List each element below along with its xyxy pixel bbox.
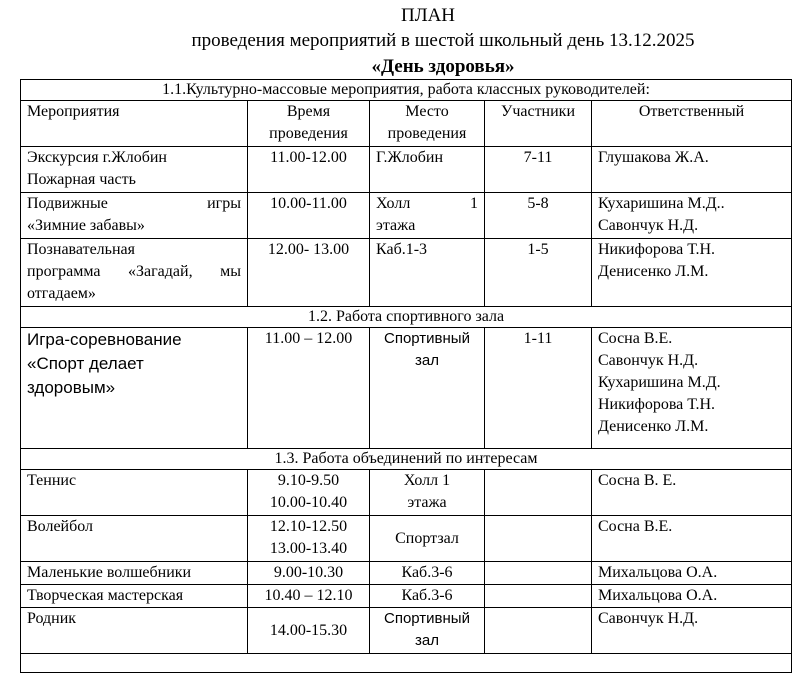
section-header-row <box>21 307 792 328</box>
column-header-event: Мероприятия <box>21 101 248 147</box>
cell-responsible: Никифорова Т.Н. Денисенко Л.М. <box>592 239 792 307</box>
cell-time: 11.00-12.00 <box>248 147 370 193</box>
cell-place: Каб.3-6 <box>370 562 485 585</box>
table-row <box>21 516 792 562</box>
section-title: 1.2. Работа спортивного зала <box>21 307 792 328</box>
cell-event: Познавательная программа «Загадай, мы отгадаем» <box>21 239 248 307</box>
cell-event: Маленькие волшебники <box>21 562 248 585</box>
cell-participants: 7-11 <box>485 147 592 193</box>
cell-place: Спортивный зал <box>370 608 485 654</box>
cell-event: Волейбол <box>21 516 248 562</box>
cell-responsible: Глушакова Ж.А. <box>592 147 792 193</box>
cell-responsible: Сосна В.Е. <box>592 516 792 562</box>
column-header-place: Место проведения <box>370 101 485 147</box>
table-row <box>21 239 792 307</box>
cell-responsible: Кухаришина М.Д.. Савончук Н.Д. <box>592 193 792 239</box>
cell-time: 9.00-10.30 <box>248 562 370 585</box>
schedule-table <box>20 79 792 673</box>
cell-time: 11.00 – 12.00 <box>248 328 370 449</box>
table-row <box>21 585 792 608</box>
cell-place: Спортзал <box>370 516 485 562</box>
cell-participants: 1-11 <box>485 328 592 449</box>
column-header-row <box>21 101 792 147</box>
plan-subtitle: проведения мероприятий в шестой школьный день 13.12.2025 <box>191 30 695 51</box>
cell-time: 10.40 – 12.10 <box>248 585 370 608</box>
cell-responsible: Сосна В.Е. Савончук Н.Д. Кухаришина М.Д. Никифорова Т.Н. Денисенко Л.М. <box>592 328 792 449</box>
table-row <box>21 147 792 193</box>
cell-time: 9.10-9.50 10.00-10.40 <box>248 470 370 516</box>
cell-event: Экскурсия г.Жлобин Пожарная часть <box>21 147 248 193</box>
cell-place: Спортивный зал <box>370 328 485 449</box>
cell-participants <box>485 608 592 654</box>
section-title: 1.1.Культурно-массовые мероприятия, работа классных руководителей: <box>21 80 792 101</box>
cell-participants <box>485 470 592 516</box>
cell-event: Подвижные игры «Зимние забавы» <box>21 193 248 239</box>
cell-place: Каб.3-6 <box>370 585 485 608</box>
plan-title: ПЛАН <box>400 5 456 26</box>
table-row <box>21 608 792 654</box>
cell-responsible: Михальцова О.А. <box>592 562 792 585</box>
section-title: 1.3. Работа объединений по интересам <box>21 449 792 470</box>
cell-place: Холл 1 этажа <box>370 470 485 516</box>
column-header-participants: Участники <box>485 101 592 147</box>
cell-responsible: Михальцова О.А. <box>592 585 792 608</box>
cell-event: Родник <box>21 608 248 654</box>
cell-responsible: Сосна В. Е. <box>592 470 792 516</box>
event-name: «День здоровья» <box>371 56 515 77</box>
table-row <box>21 562 792 585</box>
column-header-responsible: Ответственный <box>592 101 792 147</box>
cell-time: 12.00- 13.00 <box>248 239 370 307</box>
cell-event: Игра-соревнование «Спорт делает здоровым» <box>21 328 248 449</box>
section-header-row <box>21 80 792 101</box>
section-header-row <box>21 449 792 470</box>
cell-event: Творческая мастерская <box>21 585 248 608</box>
empty-cell <box>21 654 792 673</box>
table-row <box>21 470 792 516</box>
empty-row <box>21 654 792 673</box>
table-row <box>21 328 792 449</box>
cell-participants: 1-5 <box>485 239 592 307</box>
cell-participants <box>485 516 592 562</box>
cell-time: 14.00-15.30 <box>248 608 370 654</box>
cell-place: Каб.1-3 <box>370 239 485 307</box>
cell-event: Теннис <box>21 470 248 516</box>
cell-time: 10.00-11.00 <box>248 193 370 239</box>
cell-participants: 5-8 <box>485 193 592 239</box>
cell-participants <box>485 585 592 608</box>
cell-time: 12.10-12.50 13.00-13.40 <box>248 516 370 562</box>
cell-participants <box>485 562 592 585</box>
cell-place: Г.Жлобин <box>370 147 485 193</box>
table-row <box>21 193 792 239</box>
cell-responsible: Савончук Н.Д. <box>592 608 792 654</box>
cell-place: Холл 1 этажа <box>370 193 485 239</box>
column-header-time: Время проведения <box>248 101 370 147</box>
